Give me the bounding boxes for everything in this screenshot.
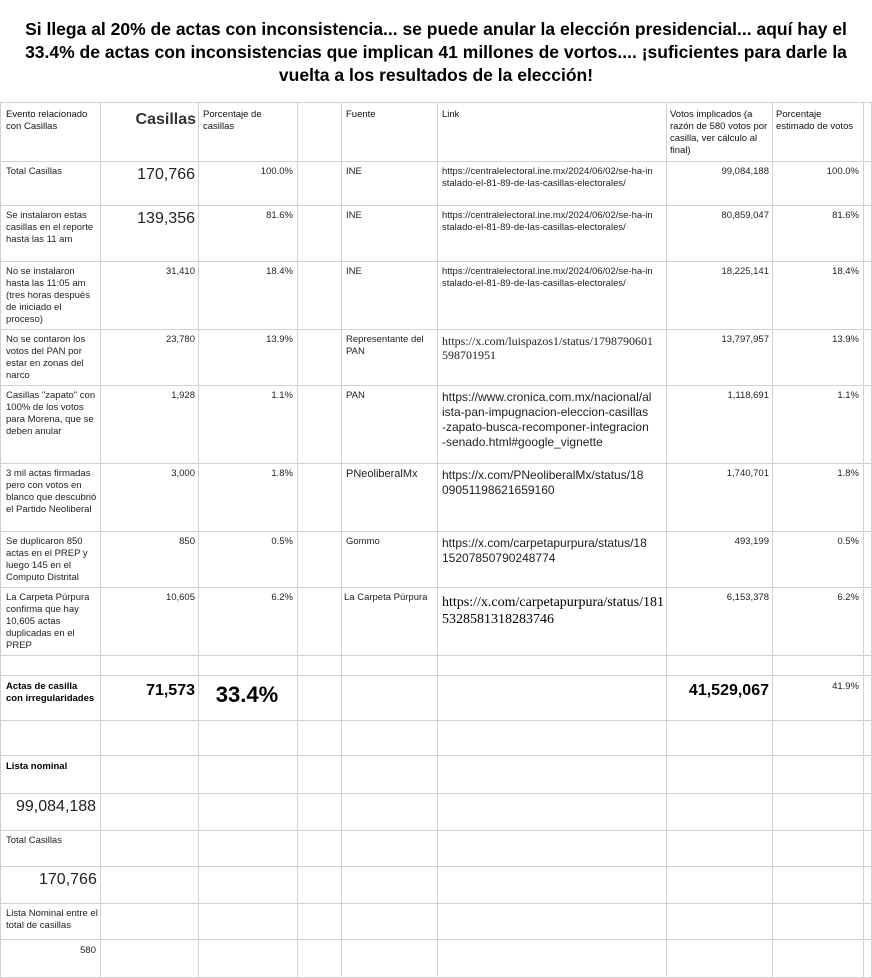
row-votos: 80,859,047 <box>721 210 769 221</box>
grid-line <box>1 793 872 794</box>
row-porc-votos: 18.4% <box>832 266 859 277</box>
grid-line <box>1 531 872 532</box>
row-porcentaje: 0.5% <box>271 536 293 547</box>
row-link[interactable]: https://www.cronica.com.mx/nacional/alista-pan-impugnacion-eleccion-casillas-zapato-busca-recomponer-integracion-senado.html#google_vignette <box>442 390 652 449</box>
grid-line <box>1 655 872 656</box>
row-porc-votos: 100.0% <box>826 166 859 177</box>
total-casillas-label: Total Casillas <box>6 835 62 846</box>
header-evento: Evento relacionado con Casillas <box>6 109 88 132</box>
row-porcentaje: 13.9% <box>266 334 293 345</box>
row-porc-votos: 0.5% <box>837 536 859 547</box>
row-evento: La Carpeta Púrpura confirma que hay 10,605 actas duplicadas en el PREP <box>6 592 90 651</box>
lista-nominal-value: 99,084,188 <box>16 798 97 815</box>
row-link[interactable]: https://x.com/carpetapurpura/status/1815328581318283746 <box>442 595 665 627</box>
ratio-value: 580 <box>80 945 96 956</box>
row-porc-votos: 13.9% <box>832 334 859 345</box>
header-porc-votos: Porcentaje estimado de votos <box>776 109 854 132</box>
row-porcentaje: 6.2% <box>271 592 293 603</box>
row-fuente: La Carpeta Púrpura <box>344 592 428 603</box>
row-fuente: PAN <box>346 390 365 401</box>
summary-porcentaje: 33.4% <box>215 682 279 707</box>
grid-line <box>1 329 872 330</box>
header-casillas: Casillas <box>135 111 196 128</box>
grid-line <box>437 103 438 978</box>
row-casillas: 10,605 <box>165 592 195 603</box>
grid-line <box>1 755 872 756</box>
header-porcentaje: Porcentaje de casillas <box>203 109 262 132</box>
grid-line <box>1 866 872 867</box>
summary-casillas: 71,573 <box>146 682 195 699</box>
header-link: Link <box>442 109 460 120</box>
summary-label: Actas de casilla con irregularidades <box>6 681 95 704</box>
row-votos: 1,118,691 <box>727 390 769 401</box>
grid-line <box>1 587 872 588</box>
row-porc-votos: 1.8% <box>837 468 859 479</box>
total-casillas-value: 170,766 <box>39 871 97 888</box>
row-porcentaje: 100.0% <box>260 166 293 177</box>
header-votos: Votos implicados (a razón de 580 votos por casilla, ver cálculo al final) <box>670 109 768 156</box>
row-link[interactable]: https://centralelectoral.ine.mx/2024/06/02/se-ha-instalado-el-81-89-de-las-casillas-electorales/ <box>442 266 653 289</box>
row-votos: 6,153,378 <box>726 592 769 603</box>
row-porc-votos: 1.1% <box>837 390 859 401</box>
row-casillas: 31,410 <box>165 266 195 277</box>
grid-line <box>1 720 872 721</box>
row-fuente: INE <box>346 210 362 221</box>
grid-line <box>1 939 872 940</box>
row-casillas: 23,780 <box>165 334 195 345</box>
grid-line <box>1 675 872 676</box>
row-evento: 3 mil actas firmadas pero con votos en blanco que descubrió el Partido Neoliberal <box>6 468 97 515</box>
ratio-label: Lista Nominal entre el total de casillas <box>6 908 98 931</box>
summary-porc-votos: 41.9% <box>832 681 859 692</box>
row-votos: 493,199 <box>734 536 769 547</box>
row-link[interactable]: https://x.com/luispazos1/status/1798790601598701951 <box>442 334 653 362</box>
row-fuente: PNeoliberalMx <box>346 468 418 480</box>
grid-line <box>1 205 872 206</box>
row-casillas: 850 <box>179 536 195 547</box>
summary-votos: 41,529,067 <box>688 682 769 699</box>
row-fuente: Gommo <box>346 536 380 547</box>
row-evento: Casillas "zapato" con 100% de los votos para Morena, que se deben anular <box>6 390 96 437</box>
row-evento: Se instalaron estas casillas en el reporte hasta las 11 am <box>6 210 94 245</box>
row-casillas: 139,356 <box>137 210 195 227</box>
row-fuente: Representante del PAN <box>346 334 424 357</box>
row-link[interactable]: https://centralelectoral.ine.mx/2024/06/02/se-ha-instalado-el-81-89-de-las-casillas-electorales/ <box>442 166 653 189</box>
header-fuente: Fuente <box>346 109 376 120</box>
grid-line <box>1 261 872 262</box>
row-porcentaje: 18.4% <box>266 266 293 277</box>
row-porc-votos: 6.2% <box>837 592 859 603</box>
row-votos: 13,797,957 <box>721 334 769 345</box>
grid-line <box>1 463 872 464</box>
row-casillas: 3,000 <box>171 468 195 479</box>
row-casillas: 170,766 <box>137 166 195 183</box>
grid-line <box>297 103 298 978</box>
row-porcentaje: 1.1% <box>271 390 293 401</box>
grid-line <box>1 903 872 904</box>
grid-line <box>341 103 342 978</box>
row-link[interactable]: https://x.com/PNeoliberalMx/status/1809051198621659160 <box>442 468 644 497</box>
grid-line <box>1 161 872 162</box>
row-votos: 1,740,701 <box>726 468 769 479</box>
row-link[interactable]: https://x.com/carpetapurpura/status/1815207850790248774 <box>442 536 647 565</box>
row-evento: No se instalaron hasta las 11:05 am (tres horas después de iniciado el proceso) <box>6 266 90 325</box>
headline: Si llega al 20% de actas con inconsistencia... se puede anular la elección presidencial... aquí hay el 33.4% de actas con inconsistencias que implican 41 millones de vortos.... ¡suficientes para darle la vuelta a los resultados de la elección! <box>25 19 847 85</box>
row-porcentaje: 81.6% <box>266 210 293 221</box>
grid-line <box>863 103 864 978</box>
spreadsheet <box>0 102 872 978</box>
row-porc-votos: 81.6% <box>832 210 859 221</box>
row-fuente: INE <box>346 166 362 177</box>
row-casillas: 1,928 <box>171 390 195 401</box>
row-fuente: INE <box>346 266 362 277</box>
grid-line <box>1 385 872 386</box>
grid-line <box>1 830 872 831</box>
row-evento: No se contaron los votos del PAN por estar en zonas del narco <box>6 334 86 381</box>
row-votos: 99,084,188 <box>721 166 769 177</box>
row-porcentaje: 1.8% <box>271 468 293 479</box>
row-votos: 18,225,141 <box>721 266 769 277</box>
row-evento: Total Casillas <box>6 166 62 177</box>
row-evento: Se duplicaron 850 actas en el PREP y luego 145 en el Computo Distrital <box>6 536 88 583</box>
lista-nominal-label: Lista nominal <box>6 761 68 772</box>
row-link[interactable]: https://centralelectoral.ine.mx/2024/06/02/se-ha-instalado-el-81-89-de-las-casillas-electorales/ <box>442 210 653 233</box>
